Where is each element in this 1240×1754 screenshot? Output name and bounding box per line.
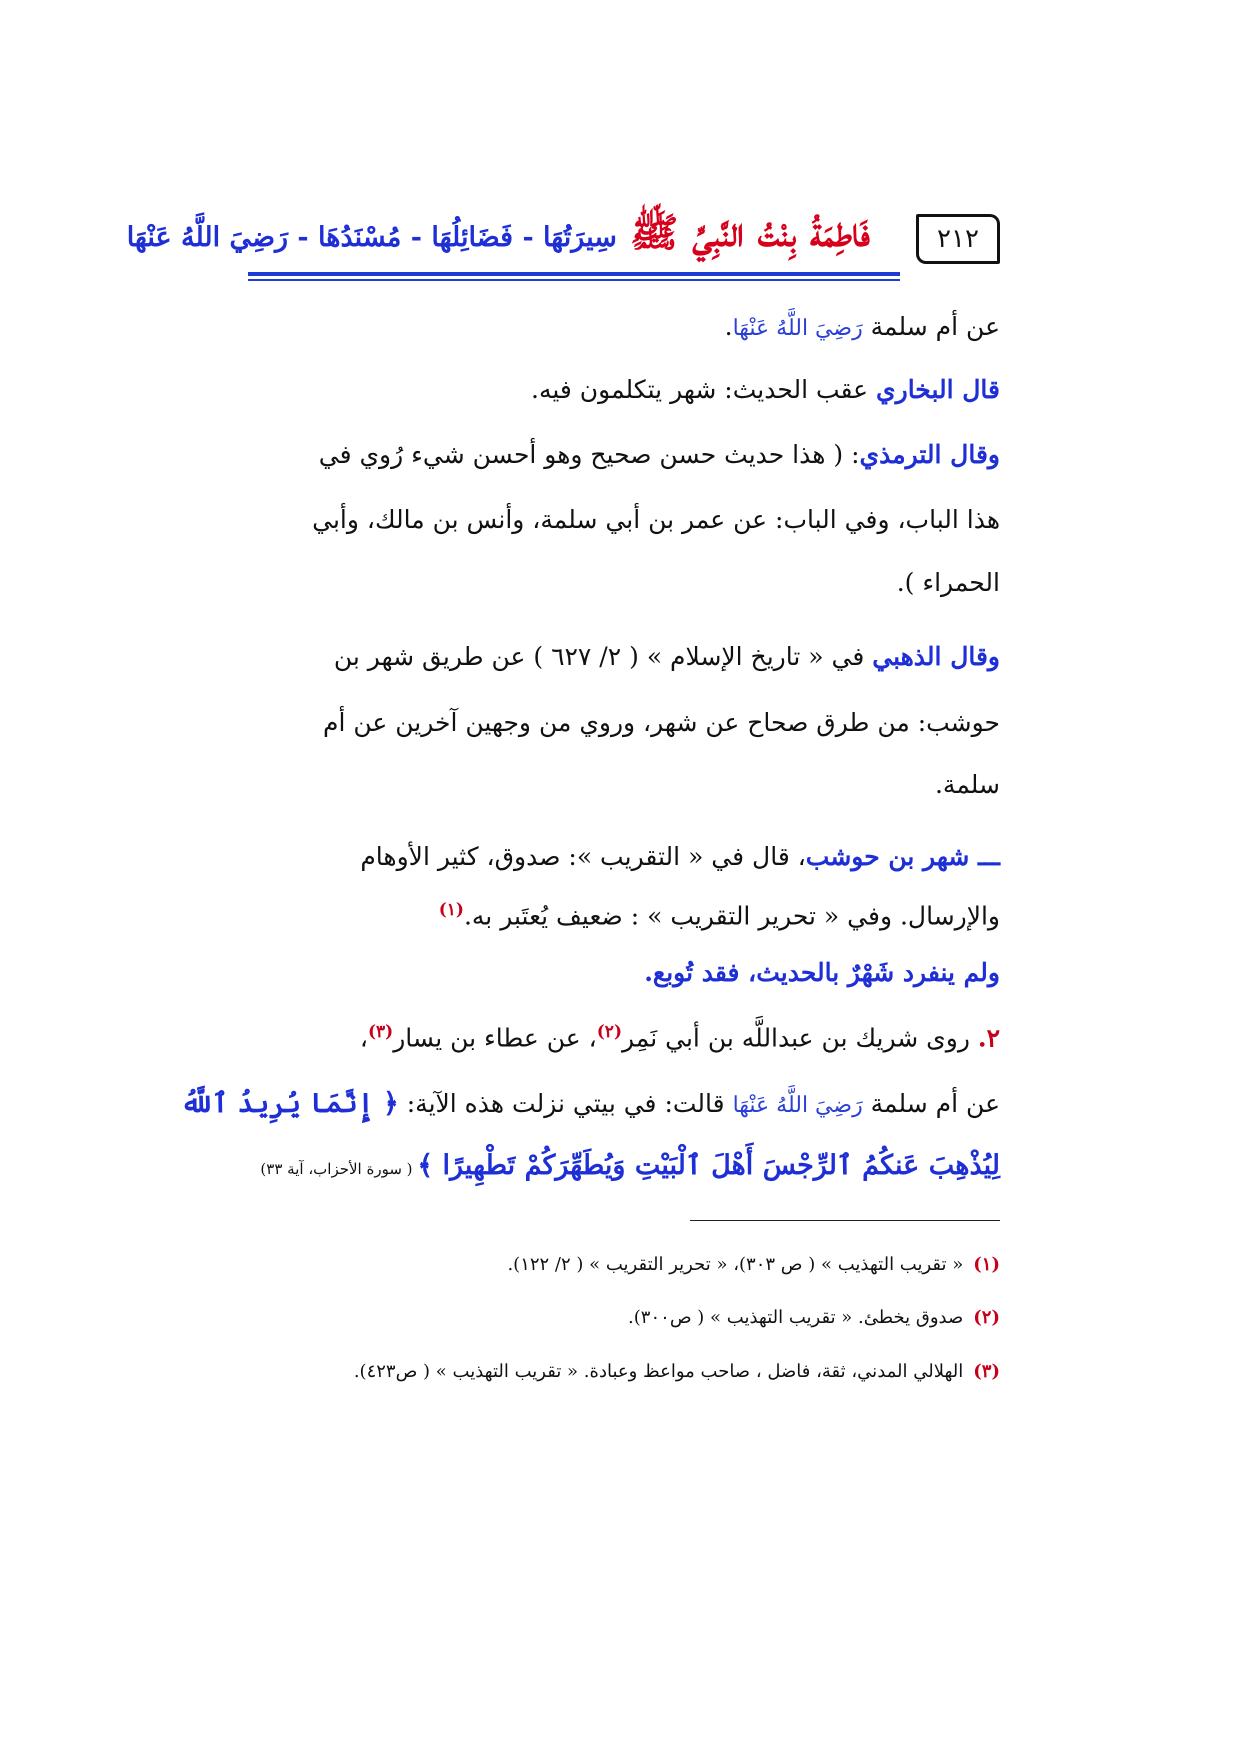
book-title: فَاطِمَةُ بِنْتُ النَّبِيِّ ﷺ bbox=[630, 209, 870, 256]
highlight-statement: ولم ينفرد شَهْرٌ بالحديث، فقد تُوبع. bbox=[644, 958, 1000, 987]
line-text: عقب الحديث: شهر يتكلمون فيه. bbox=[531, 375, 877, 404]
text-line-10 bbox=[248, 900, 1000, 930]
honorific: رَضِيَ اللَّهُ عَنْهَا bbox=[732, 1093, 863, 1118]
line-end: . bbox=[724, 312, 733, 341]
footnote-text: صدوق يخطئ. « تقريب التهذيب » ( ص٣٠٠). bbox=[628, 1307, 964, 1328]
footnote-text: الهلالي المدني، ثقة، فاضل ، صاحب مواعظ وعبادة. « تقريب التهذيب » ( ص٤٢٣). bbox=[353, 1361, 964, 1382]
scholar-name: وقال الذهبي bbox=[872, 642, 1000, 671]
item-number: ٢. bbox=[977, 1023, 1000, 1053]
quran-verse: لِيُذْهِبَ عَنكُمُ ٱلرِّجْسَ أَهْلَ ٱلْبَيْتِ وَيُطَهِّرَكُمْ تَطْهِيرًا ﴾ bbox=[417, 1150, 1000, 1181]
footnote-number: (٢) bbox=[973, 1307, 1000, 1328]
text-line-7 bbox=[248, 708, 1000, 737]
scholar-name: وقال الترمذي bbox=[859, 440, 1000, 469]
line-text: عن أم سلمة bbox=[862, 312, 1000, 341]
page-number: ٢١٢ bbox=[916, 214, 1000, 264]
scholar-name: قال البخاري bbox=[876, 375, 1000, 404]
line-text: عن أم سلمة bbox=[862, 1089, 1000, 1118]
text-line-6 bbox=[248, 642, 1000, 671]
text-line-8 bbox=[248, 770, 1000, 799]
text-line-1 bbox=[248, 312, 1000, 341]
footnote-number: (٣) bbox=[973, 1361, 1000, 1382]
footnote-separator bbox=[690, 1220, 1000, 1221]
line-text: هذا الباب، وفي الباب: عن عمر بن أبي سلمة، وأنس بن مالك، وأبي bbox=[312, 505, 1000, 534]
quran-verse: ﴿ إِنَّمَا يُرِيدُ ٱللَّهُ bbox=[180, 1088, 399, 1119]
footnote-ref-3[interactable]: (٣) bbox=[367, 1022, 394, 1042]
footnote-text: « تقريب التهذيب » ( ص ٣٠٣)، « تحرير التقريب » ( ٢/ ١٢٢). bbox=[507, 1254, 964, 1275]
header-rule bbox=[248, 272, 900, 276]
honorific: رَضِيَ اللَّهُ عَنْهَا bbox=[732, 316, 863, 341]
line-text: روى شريك بن عبداللَّه بن أبي نَمِر bbox=[621, 1023, 978, 1053]
text-line-14 bbox=[248, 1150, 1000, 1181]
line-text: سلمة. bbox=[934, 770, 1000, 799]
page-header bbox=[126, 200, 1000, 290]
line-text: ، عن عطاء بن يسار bbox=[393, 1023, 597, 1053]
line-text: حوشب: من طرق صحاح عن شهر، وروي من وجهين آخرين عن أم bbox=[322, 708, 1000, 737]
footnote-3 bbox=[248, 1361, 1000, 1382]
text-line-5 bbox=[248, 568, 1000, 597]
line-text: قالت: في بيتي نزلت هذه الآية: bbox=[398, 1089, 733, 1118]
text-line-12 bbox=[248, 1022, 1000, 1052]
footnote-ref-1[interactable]: (١) bbox=[438, 900, 464, 920]
line-text: الحمراء ). bbox=[896, 568, 1000, 597]
book-subtitle: سِيرَتُهَا - فَضَائِلُهَا - مُسْنَدُهَا - رَضِيَ اللَّهُ عَنْهَا bbox=[126, 222, 617, 253]
line-text: والإرسال. وفي « تحرير التقريب » : ضعيف يُعتَبر به. bbox=[463, 901, 1000, 931]
narrator-name: ـــ شهر بن حوشب bbox=[805, 842, 1000, 871]
header-title bbox=[127, 208, 870, 266]
line-text: ، bbox=[359, 1023, 368, 1053]
verse-reference: ( سورة الأحزاب، آية ٣٣) bbox=[260, 1160, 418, 1178]
footnote-1 bbox=[248, 1254, 1000, 1275]
header-rule-thin bbox=[248, 279, 900, 281]
line-text: : ( هذا حديث حسن صحيح وهو أحسن شيء رُوي في bbox=[318, 440, 860, 469]
text-line-11 bbox=[248, 958, 1000, 987]
footnote-ref-2[interactable]: (٢) bbox=[596, 1022, 622, 1042]
footnote-2 bbox=[248, 1307, 1000, 1328]
line-text: ، قال في « التقريب »: صدوق، كثير الأوهام bbox=[360, 842, 806, 871]
text-line-4 bbox=[248, 505, 1000, 534]
text-line-9 bbox=[248, 842, 1000, 871]
line-text: في « تاريخ الإسلام » ( ٢/ ٦٢٧ ) عن طريق شهر بن bbox=[333, 642, 873, 671]
text-line-3 bbox=[248, 440, 1000, 469]
text-line-2 bbox=[248, 375, 1000, 404]
text-line-13 bbox=[180, 1088, 1000, 1119]
footnote-number: (١) bbox=[973, 1254, 1000, 1275]
